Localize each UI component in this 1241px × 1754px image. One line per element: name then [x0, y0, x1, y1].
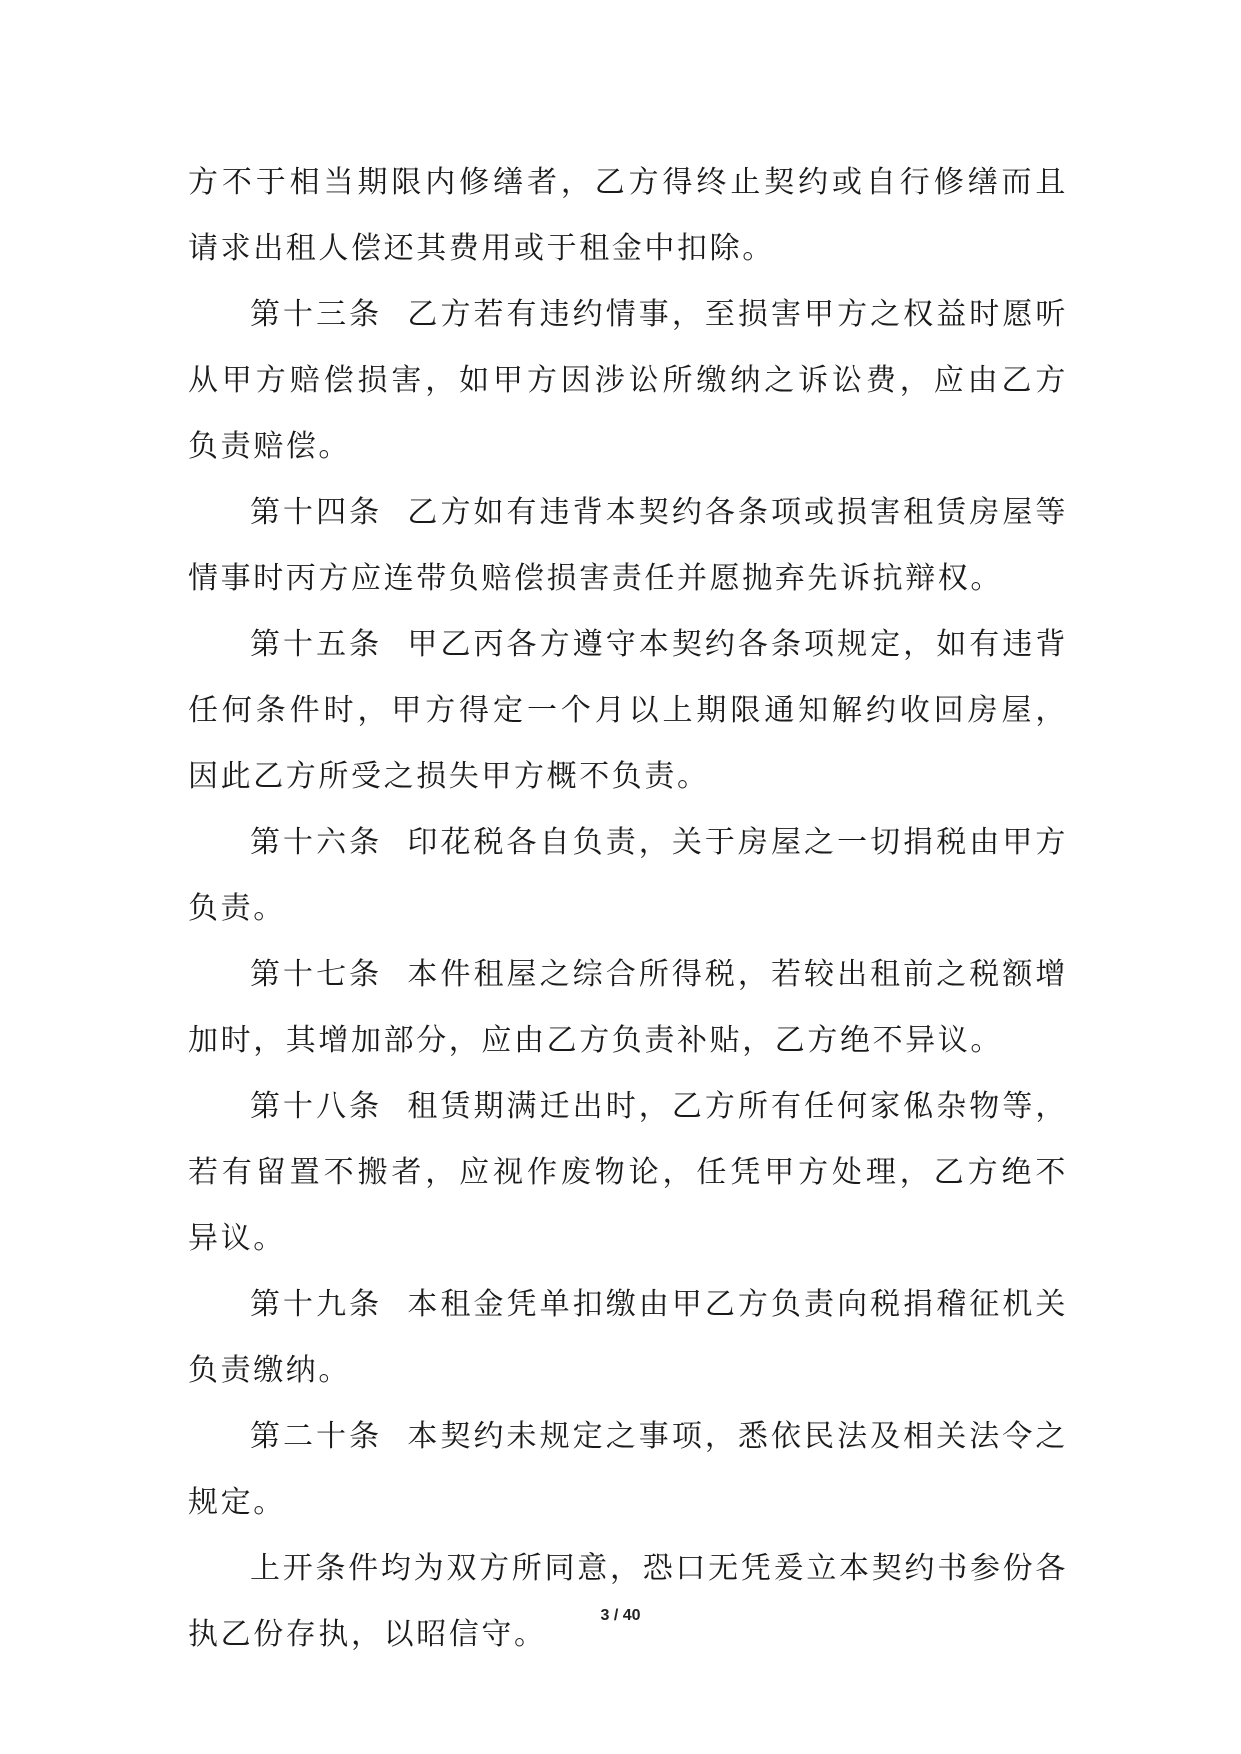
- paragraph-article-15: 第十五条 甲乙丙各方遵守本契约各条项规定，如有违背任何条件时，甲方得定一个月以上期限通知解约收回房屋，因此乙方所受之损失甲方概不负责。: [188, 627, 1068, 794]
- paragraph-article-20: 第二十条 本契约未规定之事项，悉依民法及相关法令之规定。: [188, 1419, 1068, 1520]
- paragraph-article-18: 第十八条 租赁期满迁出时，乙方所有任何家俬杂物等，若有留置不搬者，应视作废物论，任凭甲方处理，乙方绝不异议。: [188, 1089, 1068, 1256]
- paragraph-continuation: 方不于相当期限内修缮者，乙方得终止契约或自行修缮而且请求出租人偿还其费用或于租金中扣除。: [188, 165, 1068, 266]
- page-number: 3 / 40: [600, 1607, 641, 1624]
- document-body: [188, 150, 1068, 1668]
- paragraph-article-17: 第十七条 本件租屋之综合所得税，若较出租前之税额增加时，其增加部分，应由乙方负责补贴，乙方绝不异议。: [188, 957, 1068, 1058]
- paragraph-article-16: 第十六条 印花税各自负责，关于房屋之一切捐税由甲方负责。: [188, 825, 1068, 926]
- paragraph-article-19: 第十九条 本租金凭单扣缴由甲乙方负责向税捐稽征机关负责缴纳。: [188, 1287, 1068, 1388]
- paragraph-article-14: 第十四条 乙方如有违背本契约各条项或损害租赁房屋等情事时丙方应连带负赔偿损害责任并愿抛弃先诉抗辩权。: [188, 495, 1068, 596]
- paragraph-closing: 上开条件均为双方所同意，恐口无凭爰立本契约书参份各执乙份存执，以昭信守。: [188, 1551, 1068, 1652]
- paragraph-article-13: 第十三条 乙方若有违约情事，至损害甲方之权益时愿听从甲方赔偿损害，如甲方因涉讼所缴纳之诉讼费，应由乙方负责赔偿。: [188, 297, 1068, 464]
